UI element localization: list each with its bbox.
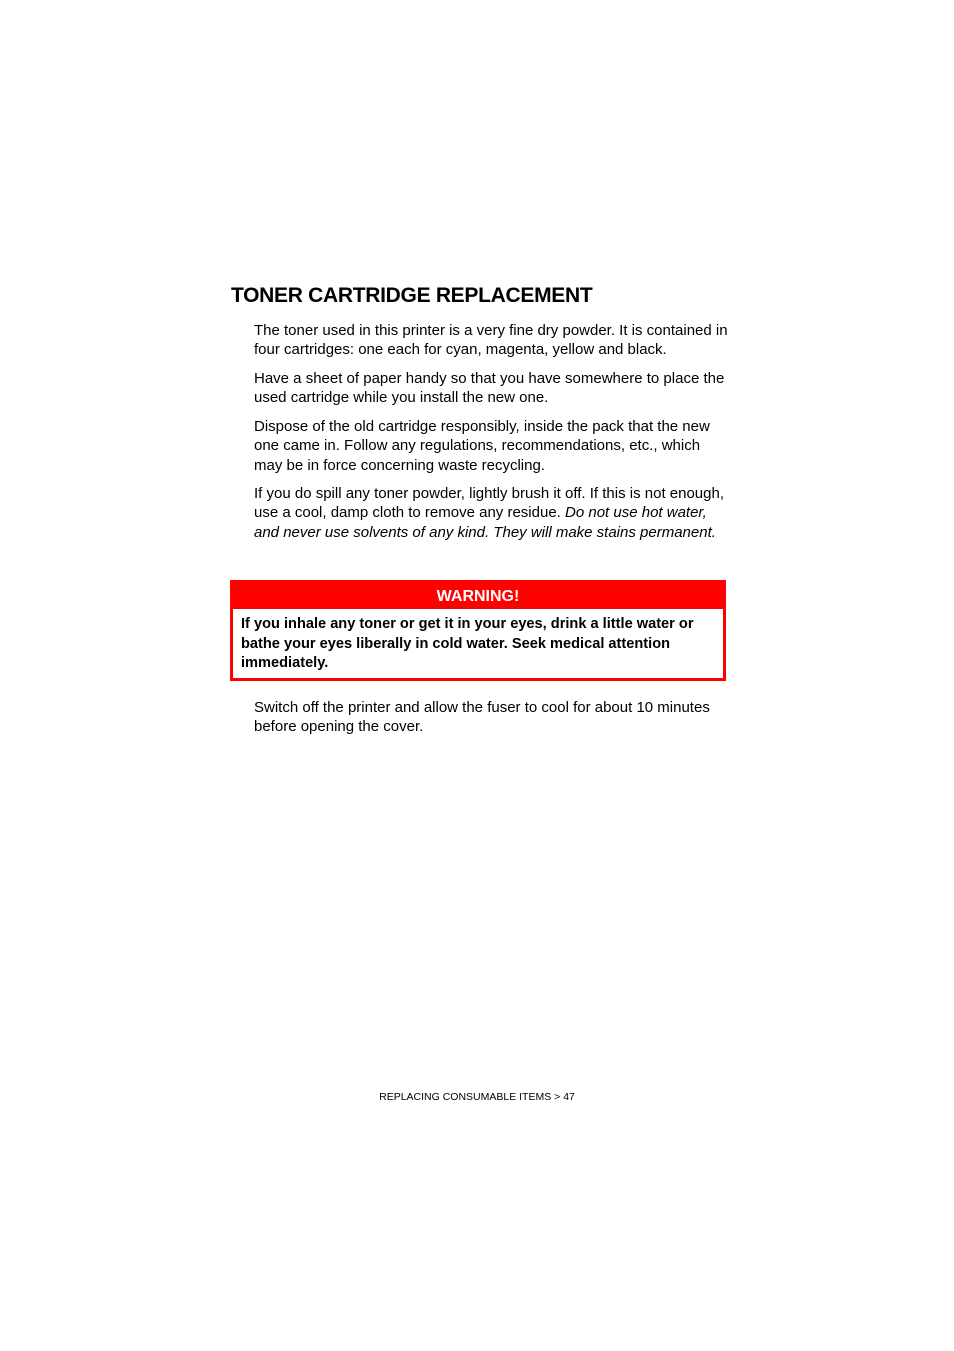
warning-box xyxy=(230,580,726,681)
paragraph-dispose-cartridge: Dispose of the old cartridge responsibly, inside the pack that the new one came in. Follow any regulations, recommendations, etc., which may be in force concerning waste recycling. xyxy=(254,418,710,474)
paragraph-toner-description: The toner used in this printer is a very fine dry powder. It is contained in four cartridges: one each for cyan, magenta, yellow and black. xyxy=(254,322,728,359)
warning-text: If you inhale any toner or get it in your eyes, drink a little water or bathe your eyes liberally in cold water. Seek medical attention immediately. xyxy=(241,616,694,671)
paragraph-switch-off: Switch off the printer and allow the fuser to cool for about 10 minutes before opening the cover. xyxy=(254,699,710,736)
page-footer: REPLACING CONSUMABLE ITEMS > 47 xyxy=(379,1091,575,1103)
paragraph-paper-handy: Have a sheet of paper handy so that you have somewhere to place the used cartridge while you install the new one. xyxy=(254,370,725,407)
page-title: TONER CARTRIDGE REPLACEMENT xyxy=(231,284,593,307)
paragraph-spill-toner xyxy=(254,484,729,542)
spill-emphasis: Do not use hot water, and never use solvents of any kind. They will make stains permanent. xyxy=(254,504,716,541)
warning-title: WARNING! xyxy=(233,583,723,609)
spill-text: If you do spill any toner powder, lightly brush it off. If this is not enough, use a cool, damp cloth to remove any residue. xyxy=(254,485,724,522)
